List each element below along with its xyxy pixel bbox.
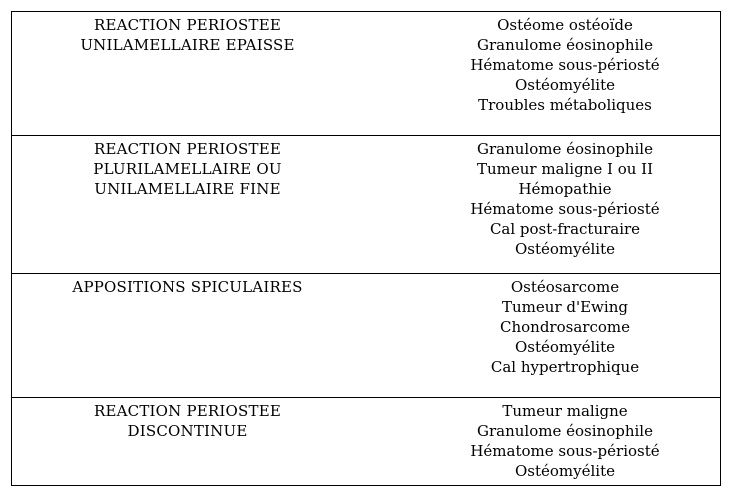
table-row [12, 12, 720, 136]
diagnosis-item: Ostéomyélite [514, 462, 615, 480]
reaction-type-cell [20, 136, 355, 199]
diagnosis-item: Hématome sous-périosté [470, 56, 660, 74]
reaction-type-line: UNILAMELLAIRE EPAISSE [80, 36, 295, 54]
diagnosis-item: Hémopathie [518, 180, 612, 198]
diagnosis-item: Ostéome ostéoïde [497, 16, 633, 34]
diagnosis-item: Tumeur maligne I ou II [476, 160, 654, 178]
diagnosis-item: Ostéomyélite [514, 240, 615, 258]
reaction-type-line: REACTION PERIOSTEE [93, 402, 281, 420]
diagnosis-list-cell [430, 136, 700, 259]
table-row [12, 274, 720, 398]
diagnosis-list-cell [430, 398, 700, 481]
diagnosis-item: Tumeur d'Ewing [502, 298, 628, 316]
diagnosis-item: Granulome éosinophile [477, 422, 653, 440]
reaction-type-cell [20, 274, 355, 297]
diagnosis-item: Tumeur maligne [502, 402, 628, 420]
diagnosis-item: Troubles métaboliques [478, 96, 652, 114]
periosteal-reaction-table [11, 11, 721, 486]
diagnosis-list-cell [430, 12, 700, 115]
reaction-type-cell [20, 12, 355, 55]
table-row [12, 398, 720, 485]
diagnosis-item: Cal post-fracturaire [489, 220, 641, 238]
reaction-type-line: PLURILAMELLAIRE OU [93, 160, 282, 178]
diagnosis-item: Chondrosarcome [500, 318, 630, 336]
reaction-type-line: APPOSITIONS SPICULAIRES [72, 278, 303, 296]
diagnosis-item: Ostéosarcome [510, 278, 620, 296]
diagnosis-item: Granulome éosinophile [477, 140, 653, 158]
reaction-type-line: DISCONTINUE [127, 422, 248, 440]
diagnosis-item: Ostéomyélite [514, 338, 615, 356]
reaction-type-line: REACTION PERIOSTEE [93, 16, 281, 34]
diagnosis-item: Ostéomyélite [514, 76, 615, 94]
table-row [12, 136, 720, 274]
diagnosis-item: Granulome éosinophile [477, 36, 653, 54]
diagnosis-item: Hématome sous-périosté [470, 442, 660, 460]
reaction-type-line: REACTION PERIOSTEE [93, 140, 281, 158]
diagnosis-list-cell [430, 274, 700, 377]
reaction-type-line: UNILAMELLAIRE FINE [94, 180, 281, 198]
diagnosis-item: Cal hypertrophique [490, 358, 640, 376]
diagnosis-item: Hématome sous-périosté [470, 200, 660, 218]
reaction-type-cell [20, 398, 355, 441]
